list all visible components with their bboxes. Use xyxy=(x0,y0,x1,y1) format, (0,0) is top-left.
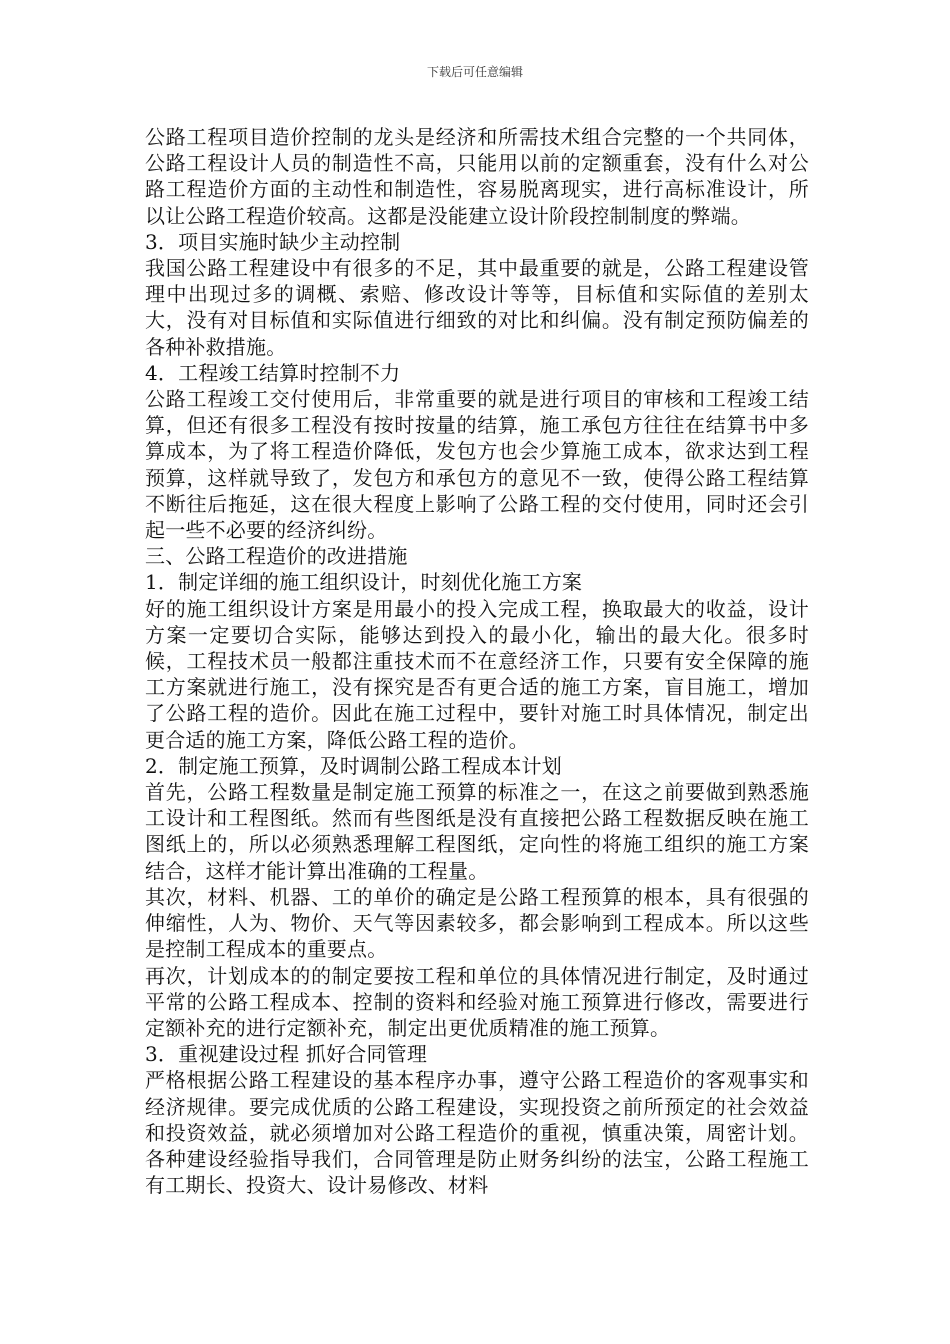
paragraph-settlement-control: 公路工程竣工交付使用后，非常重要的就是进行项目的审核和工程竣工结算，但还有很多工程没有按时按量的结算，施工承包方往往在结算书中多算成本，为了将工程造价降低，发包方也会少算施工成本，欲求达到工程预算，这样就导致了，发包方和承包方的意见不一致，使得公路工程结算不断往后拖延，这在很大程度上影响了公路工程的交付使用，同时还会引起一些不必要的经济纠纷。 xyxy=(145,387,809,543)
paragraph-construction-design: 好的施工组织设计方案是用最小的投入完成工程，换取最大的收益，设计方案一定要切合实际，能够达到投入的最小化，输出的最大化。很多时候，工程技术员一般都注重技术而不在意经济工作，只要有安全保障的施工方案就进行施工，没有探究是否有更合适的施工方案，盲目施工，增加了公路工程的造价。因此在施工过程中，要针对施工时具体情况，制定出更合适的施工方案，降低公路工程的造价。 xyxy=(145,596,809,752)
paragraph-implementation-control: 我国公路工程建设中有很多的不足，其中最重要的就是，公路工程建设管理中出现过多的调概、索赔、修改设计等等，目标值和实际值的差别太大，没有对目标值和实际值进行细致的对比和纠偏。没有制定预防偏差的各种补救措施。 xyxy=(145,256,809,359)
paragraph-budget-first: 首先，公路工程数量是制定施工预算的标准之一，在这之前要做到熟悉施工设计和工程图纸。然而有些图纸是没有直接把公路工程数据反映在施工图纸上的，所以必须熟悉理解工程图纸，定向性的将施工组织的施工方案结合，这样才能计算出准确的工程量。 xyxy=(145,780,809,883)
document-body xyxy=(145,124,809,1198)
paragraph-budget-second: 其次，材料、机器、工的单价的确定是公路工程预算的根本，具有很强的伸缩性，人为、物价、天气等因素较多，都会影响到工程成本。所以这些是控制工程成本的重要点。 xyxy=(145,884,809,962)
heading-implementation-control: 3．项目实施时缺少主动控制 xyxy=(145,229,401,254)
heading-contract-management: 3．重视建设过程 抓好合同管理 xyxy=(145,1042,428,1067)
paragraph-design-control: 公路工程项目造价控制的龙头是经济和所需技术组合完整的一个共同体，公路工程设计人员的制造性不高，只能用以前的定额重套，没有什么对公路工程造价方面的主动性和制造性，容易脱离现实，进行高标准设计，所以让公路工程造价较高。这都是没能建立设计阶段控制制度的弊端。 xyxy=(145,125,809,228)
heading-construction-budget: 2．制定施工预算，及时调制公路工程成本计划 xyxy=(145,753,562,778)
paragraph-budget-third: 再次，计划成本的的制定要按工程和单位的具体情况进行制定，及时通过平常的公路工程成本、控制的资料和经验对施工预算进行修改，需要进行定额补充的进行定额补充，制定出更优质精准的施工预算。 xyxy=(145,963,809,1040)
heading-improvement-measures: 三、公路工程造价的改进措施 xyxy=(145,544,408,569)
header-note: 下载后可任意编辑 xyxy=(426,65,523,79)
heading-construction-design: 1．制定详细的施工组织设计，时刻优化施工方案 xyxy=(145,570,583,595)
heading-settlement-control: 4．工程竣工结算时控制不力 xyxy=(145,360,401,385)
paragraph-contract-management: 严格根据公路工程建设的基本程序办事，遵守公路工程造价的客观事实和经济规律。要完成优质的公路工程建设，实现投资之前所预定的社会效益和投资效益，就必须增加对公路工程造价的重视，慎重决策，周密计划。各种建设经验指导我们，合同管理是防止财务纠纷的法宝，公路工程施工有工期长、投资大、设计易修改、材料 xyxy=(145,1068,809,1198)
